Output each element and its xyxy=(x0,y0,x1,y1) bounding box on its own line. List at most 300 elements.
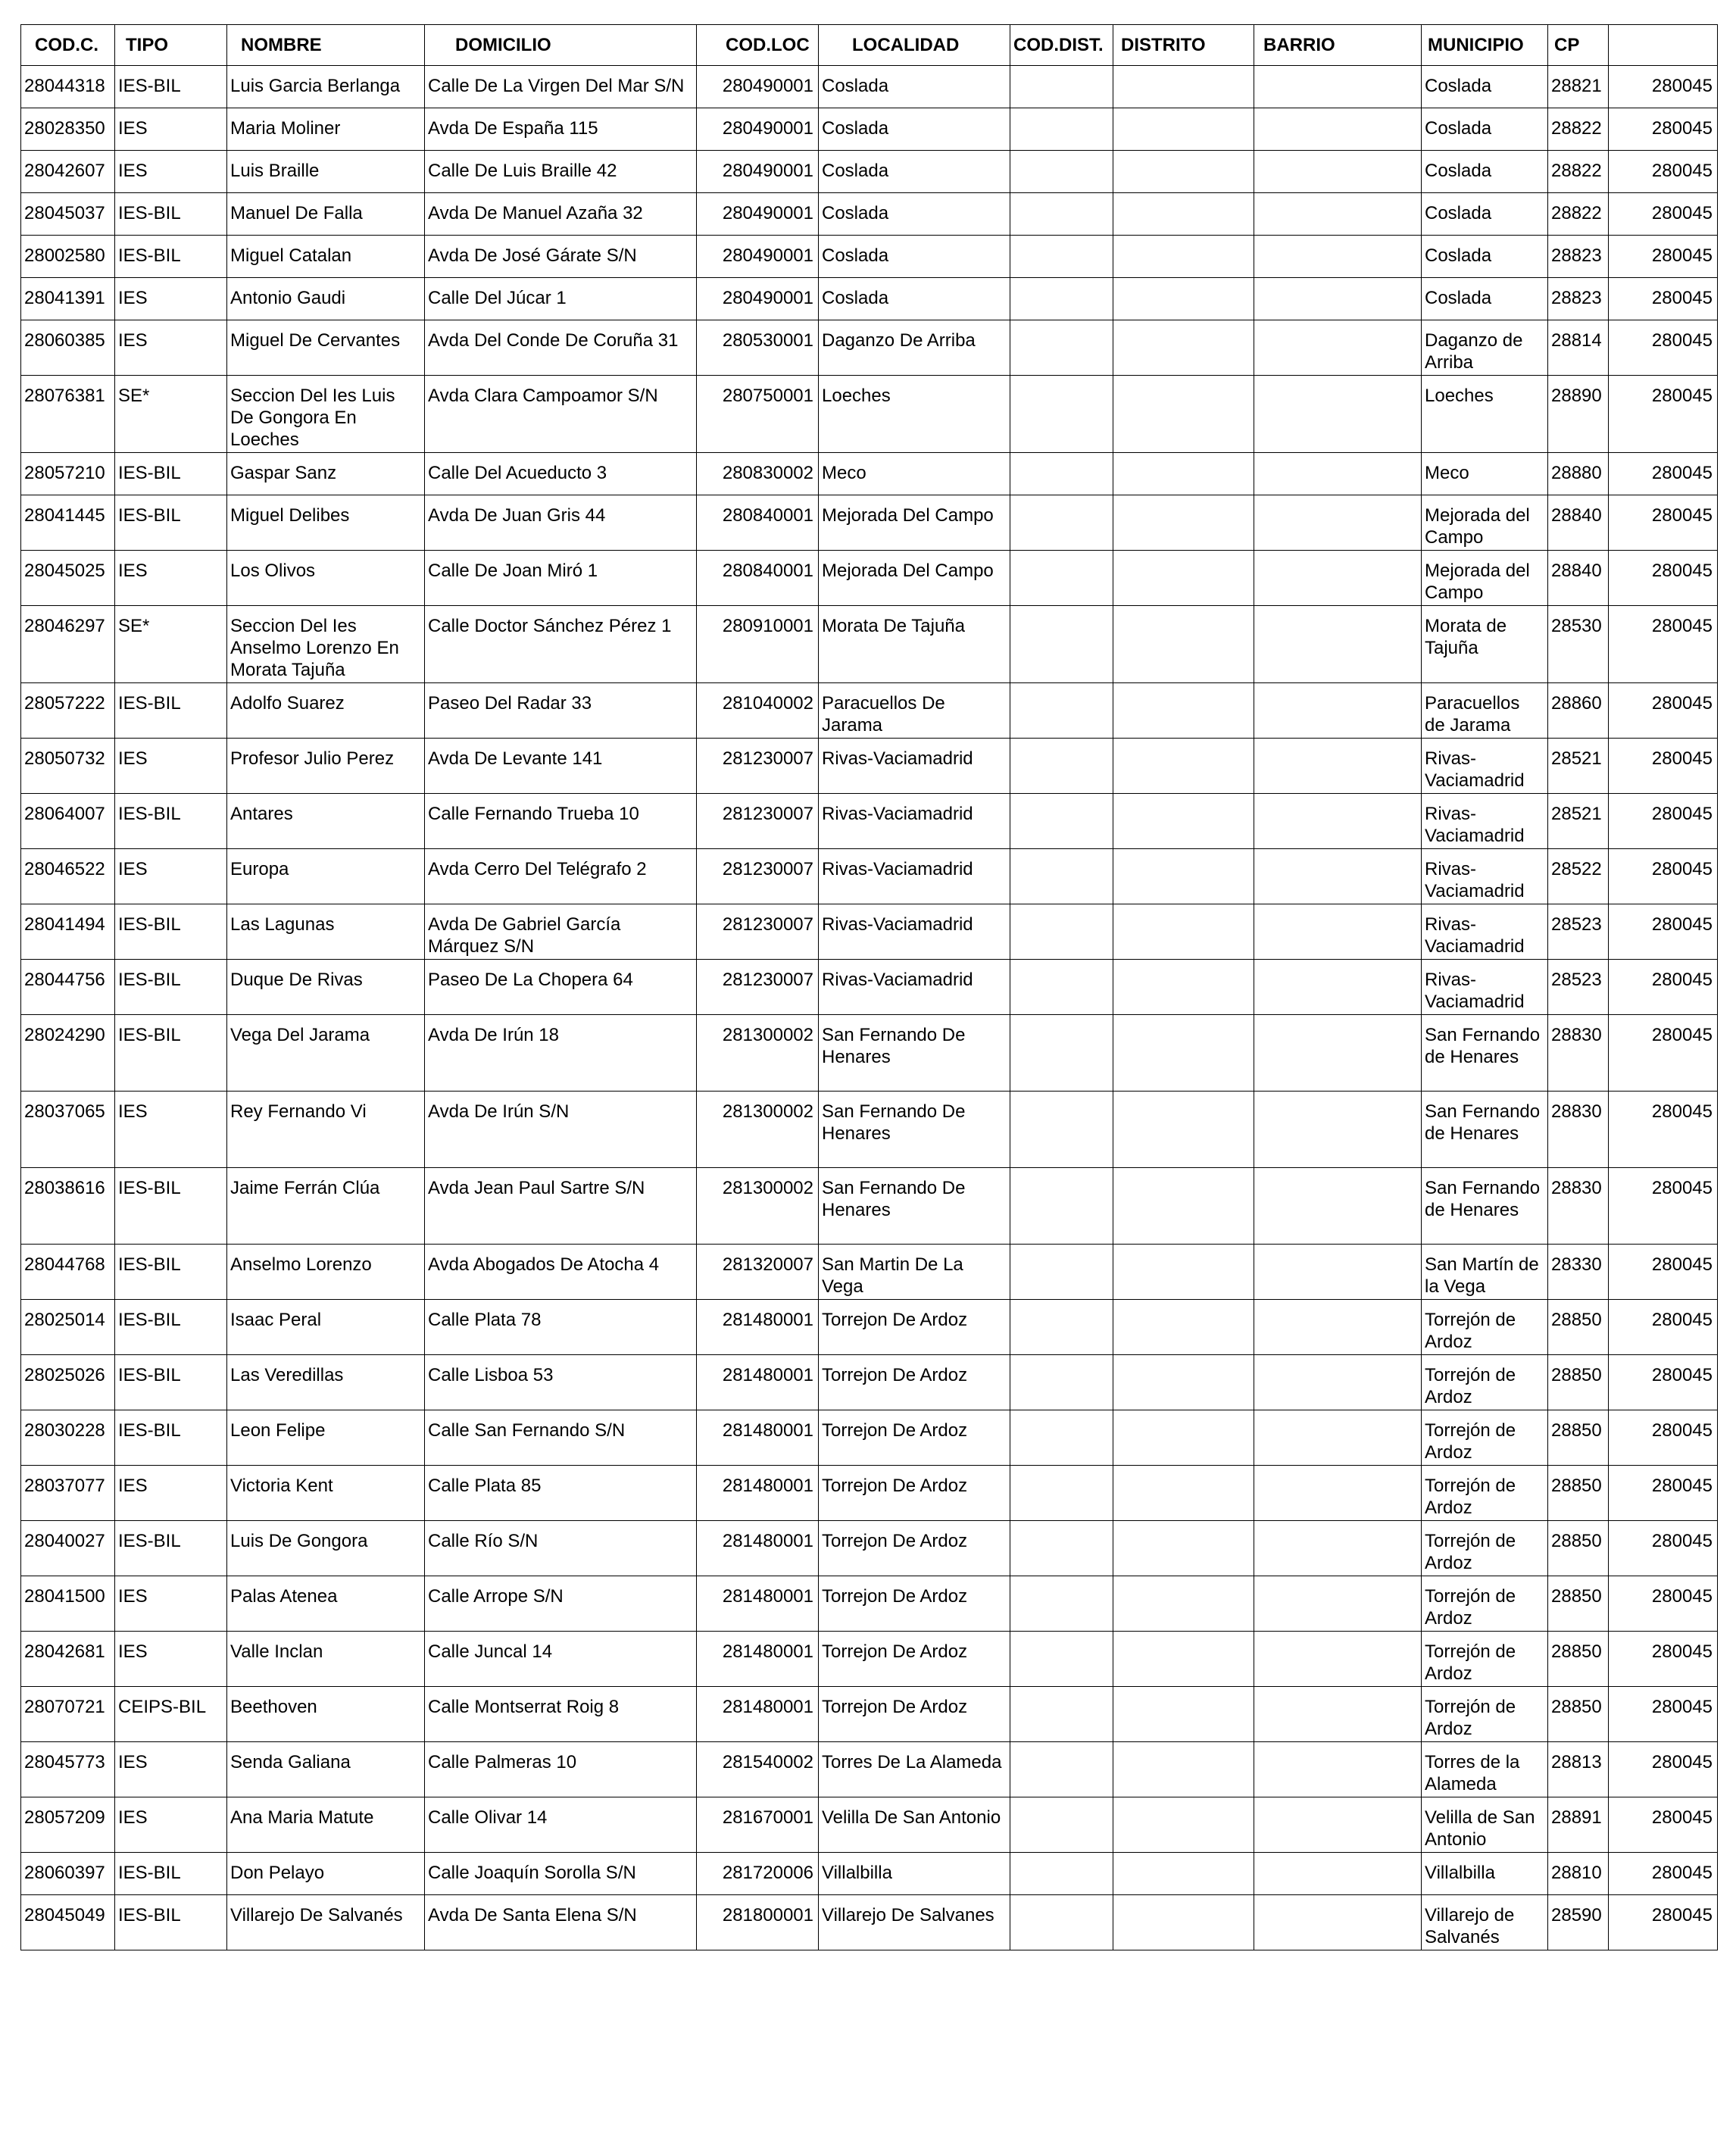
cell-domicilio: Avda De Levante 141 xyxy=(425,739,697,794)
header-nombre: NOMBRE xyxy=(227,25,425,66)
cell-cod-loc: 281480001 xyxy=(697,1632,819,1687)
cell-cod-c: 28044318 xyxy=(21,66,115,108)
cell-distrito xyxy=(1113,151,1254,193)
centers-table xyxy=(20,24,1718,1950)
cell-cod-dist xyxy=(1010,1168,1113,1245)
cell-localidad: Coslada xyxy=(819,193,1010,236)
cell-tipo: IES-BIL xyxy=(115,66,227,108)
cell-cp: 28814 xyxy=(1548,320,1609,376)
cell-cod-c: 28044756 xyxy=(21,960,115,1015)
cell-localidad: Rivas-Vaciamadrid xyxy=(819,849,1010,904)
cell-distrito xyxy=(1113,278,1254,320)
cell-barrio xyxy=(1254,193,1422,236)
cell-tipo: IES xyxy=(115,1092,227,1168)
cell-cp: 28810 xyxy=(1548,1853,1609,1895)
header-domicilio: DOMICILIO xyxy=(425,25,697,66)
cell-cod-loc: 281480001 xyxy=(697,1687,819,1742)
cell-localidad: Daganzo De Arriba xyxy=(819,320,1010,376)
cell-cod-loc: 280530001 xyxy=(697,320,819,376)
cell-cod-c: 28050732 xyxy=(21,739,115,794)
cell-domicilio: Avda De Gabriel García Márquez S/N xyxy=(425,904,697,960)
cell-cod-loc: 280910001 xyxy=(697,606,819,683)
cell-distrito xyxy=(1113,1895,1254,1950)
cell-cp: 28521 xyxy=(1548,739,1609,794)
cell-cod-c: 28070721 xyxy=(21,1687,115,1742)
cell-cod-dist xyxy=(1010,1015,1113,1092)
cell-domicilio: Calle Montserrat Roig 8 xyxy=(425,1687,697,1742)
cell-barrio xyxy=(1254,904,1422,960)
cell-code: 280045 xyxy=(1609,1521,1718,1576)
cell-cod-dist xyxy=(1010,849,1113,904)
table-row xyxy=(21,376,1718,453)
cell-distrito xyxy=(1113,1245,1254,1300)
cell-localidad: Torrejon De Ardoz xyxy=(819,1410,1010,1466)
cell-cod-dist xyxy=(1010,236,1113,278)
cell-domicilio: Calle Joaquín Sorolla S/N xyxy=(425,1853,697,1895)
table-row xyxy=(21,1245,1718,1300)
cell-tipo: SE* xyxy=(115,376,227,453)
cell-tipo: IES-BIL xyxy=(115,495,227,551)
cell-localidad: Rivas-Vaciamadrid xyxy=(819,904,1010,960)
cell-cod-loc: 281480001 xyxy=(697,1521,819,1576)
cell-nombre: Villarejo De Salvanés xyxy=(227,1895,425,1950)
header-municipio: MUNICIPIO xyxy=(1422,25,1548,66)
cell-nombre: Las Veredillas xyxy=(227,1355,425,1410)
cell-barrio xyxy=(1254,1300,1422,1355)
cell-domicilio: Calle De Joan Miró 1 xyxy=(425,551,697,606)
cell-barrio xyxy=(1254,1687,1422,1742)
cell-cod-dist xyxy=(1010,1300,1113,1355)
cell-cod-loc: 281230007 xyxy=(697,904,819,960)
cell-domicilio: Avda Clara Campoamor S/N xyxy=(425,376,697,453)
cell-localidad: Torrejon De Ardoz xyxy=(819,1521,1010,1576)
cell-municipio: Rivas-Vaciamadrid xyxy=(1422,739,1548,794)
cell-cod-loc: 281300002 xyxy=(697,1092,819,1168)
cell-distrito xyxy=(1113,66,1254,108)
table-row xyxy=(21,849,1718,904)
cell-cod-c: 28041391 xyxy=(21,278,115,320)
cell-domicilio: Calle Palmeras 10 xyxy=(425,1742,697,1797)
cell-code: 280045 xyxy=(1609,453,1718,495)
table-row xyxy=(21,904,1718,960)
cell-domicilio: Avda Cerro Del Telégrafo 2 xyxy=(425,849,697,904)
table-row xyxy=(21,551,1718,606)
cell-barrio xyxy=(1254,108,1422,151)
cell-cod-dist xyxy=(1010,1742,1113,1797)
cell-tipo: IES-BIL xyxy=(115,236,227,278)
cell-domicilio: Calle Del Acueducto 3 xyxy=(425,453,697,495)
cell-distrito xyxy=(1113,1466,1254,1521)
header-row xyxy=(21,25,1718,66)
table-row xyxy=(21,1015,1718,1092)
cell-code: 280045 xyxy=(1609,495,1718,551)
header-cp: CP xyxy=(1548,25,1609,66)
cell-distrito xyxy=(1113,320,1254,376)
cell-cod-loc: 281670001 xyxy=(697,1797,819,1853)
cell-nombre: Leon Felipe xyxy=(227,1410,425,1466)
cell-domicilio: Calle Doctor Sánchez Pérez 1 xyxy=(425,606,697,683)
cell-barrio xyxy=(1254,1632,1422,1687)
cell-tipo: IES xyxy=(115,849,227,904)
cell-localidad: Velilla De San Antonio xyxy=(819,1797,1010,1853)
cell-cod-dist xyxy=(1010,495,1113,551)
cell-municipio: Rivas-Vaciamadrid xyxy=(1422,794,1548,849)
cell-localidad: Coslada xyxy=(819,236,1010,278)
cell-code: 280045 xyxy=(1609,1687,1718,1742)
cell-barrio xyxy=(1254,1742,1422,1797)
cell-cod-dist xyxy=(1010,320,1113,376)
table-row xyxy=(21,1521,1718,1576)
cell-cod-c: 28041494 xyxy=(21,904,115,960)
cell-cod-loc: 281230007 xyxy=(697,849,819,904)
cell-tipo: IES xyxy=(115,1466,227,1521)
cell-localidad: San Fernando De Henares xyxy=(819,1092,1010,1168)
cell-cp: 28850 xyxy=(1548,1576,1609,1632)
cell-municipio: Coslada xyxy=(1422,236,1548,278)
cell-nombre: Vega Del Jarama xyxy=(227,1015,425,1092)
cell-cod-dist xyxy=(1010,193,1113,236)
cell-nombre: Profesor Julio Perez xyxy=(227,739,425,794)
cell-code: 280045 xyxy=(1609,683,1718,739)
cell-domicilio: Avda De Santa Elena S/N xyxy=(425,1895,697,1950)
cell-barrio xyxy=(1254,320,1422,376)
cell-cod-c: 28030228 xyxy=(21,1410,115,1466)
cell-cod-c: 28024290 xyxy=(21,1015,115,1092)
cell-domicilio: Calle Plata 78 xyxy=(425,1300,697,1355)
cell-barrio xyxy=(1254,66,1422,108)
cell-code: 280045 xyxy=(1609,1466,1718,1521)
cell-cod-dist xyxy=(1010,1687,1113,1742)
cell-cp: 28850 xyxy=(1548,1521,1609,1576)
cell-cod-loc: 281480001 xyxy=(697,1300,819,1355)
cell-domicilio: Avda Jean Paul Sartre S/N xyxy=(425,1168,697,1245)
cell-domicilio: Calle Juncal 14 xyxy=(425,1632,697,1687)
cell-cod-loc: 281230007 xyxy=(697,794,819,849)
table-row xyxy=(21,66,1718,108)
cell-distrito xyxy=(1113,1092,1254,1168)
table-row xyxy=(21,193,1718,236)
cell-tipo: IES-BIL xyxy=(115,1355,227,1410)
cell-cod-loc: 280490001 xyxy=(697,236,819,278)
cell-code: 280045 xyxy=(1609,278,1718,320)
table-row xyxy=(21,1576,1718,1632)
cell-tipo: IES-BIL xyxy=(115,193,227,236)
cell-tipo: IES xyxy=(115,1742,227,1797)
cell-cp: 28891 xyxy=(1548,1797,1609,1853)
cell-nombre: Manuel De Falla xyxy=(227,193,425,236)
cell-domicilio: Avda De Irún S/N xyxy=(425,1092,697,1168)
table-row xyxy=(21,278,1718,320)
cell-cod-dist xyxy=(1010,1355,1113,1410)
cell-barrio xyxy=(1254,1466,1422,1521)
cell-cod-loc: 281040002 xyxy=(697,683,819,739)
table-row xyxy=(21,1168,1718,1245)
cell-localidad: Coslada xyxy=(819,278,1010,320)
cell-municipio: Daganzo de Arriba xyxy=(1422,320,1548,376)
cell-municipio: Torrejón de Ardoz xyxy=(1422,1576,1548,1632)
cell-cod-c: 28060397 xyxy=(21,1853,115,1895)
cell-cod-loc: 281720006 xyxy=(697,1853,819,1895)
cell-nombre: Senda Galiana xyxy=(227,1742,425,1797)
cell-cp: 28850 xyxy=(1548,1466,1609,1521)
cell-municipio: San Fernando de Henares xyxy=(1422,1168,1548,1245)
cell-cp: 28850 xyxy=(1548,1632,1609,1687)
cell-cod-dist xyxy=(1010,1466,1113,1521)
cell-localidad: Villalbilla xyxy=(819,1853,1010,1895)
cell-barrio xyxy=(1254,1853,1422,1895)
cell-municipio: Loeches xyxy=(1422,376,1548,453)
cell-distrito xyxy=(1113,739,1254,794)
cell-distrito xyxy=(1113,960,1254,1015)
cell-barrio xyxy=(1254,1895,1422,1950)
cell-tipo: IES xyxy=(115,108,227,151)
cell-nombre: Don Pelayo xyxy=(227,1853,425,1895)
cell-cod-loc: 281480001 xyxy=(697,1355,819,1410)
cell-barrio xyxy=(1254,278,1422,320)
cell-tipo: IES-BIL xyxy=(115,1410,227,1466)
cell-cp: 28590 xyxy=(1548,1895,1609,1950)
cell-cod-loc: 281800001 xyxy=(697,1895,819,1950)
table-row xyxy=(21,794,1718,849)
cell-nombre: Maria Moliner xyxy=(227,108,425,151)
cell-cod-c: 28064007 xyxy=(21,794,115,849)
cell-nombre: Antares xyxy=(227,794,425,849)
cell-cp: 28850 xyxy=(1548,1355,1609,1410)
cell-localidad: Torrejon De Ardoz xyxy=(819,1300,1010,1355)
cell-code: 280045 xyxy=(1609,1245,1718,1300)
cell-code: 280045 xyxy=(1609,1092,1718,1168)
cell-distrito xyxy=(1113,1632,1254,1687)
cell-municipio: San Martín de la Vega xyxy=(1422,1245,1548,1300)
cell-nombre: Antonio Gaudi xyxy=(227,278,425,320)
cell-code: 280045 xyxy=(1609,1895,1718,1950)
cell-barrio xyxy=(1254,551,1422,606)
cell-cod-c: 28045037 xyxy=(21,193,115,236)
header-localidad: LOCALIDAD xyxy=(819,25,1010,66)
cell-cp: 28521 xyxy=(1548,794,1609,849)
cell-code: 280045 xyxy=(1609,320,1718,376)
cell-nombre: Luis Garcia Berlanga xyxy=(227,66,425,108)
cell-distrito xyxy=(1113,904,1254,960)
cell-distrito xyxy=(1113,236,1254,278)
cell-distrito xyxy=(1113,1687,1254,1742)
cell-localidad: Torrejon De Ardoz xyxy=(819,1687,1010,1742)
cell-code: 280045 xyxy=(1609,151,1718,193)
cell-cod-loc: 281230007 xyxy=(697,960,819,1015)
cell-municipio: Torrejón de Ardoz xyxy=(1422,1410,1548,1466)
cell-localidad: Mejorada Del Campo xyxy=(819,551,1010,606)
cell-domicilio: Avda De Irún 18 xyxy=(425,1015,697,1092)
cell-cod-dist xyxy=(1010,151,1113,193)
cell-localidad: Coslada xyxy=(819,151,1010,193)
cell-localidad: Paracuellos De Jarama xyxy=(819,683,1010,739)
cell-distrito xyxy=(1113,1521,1254,1576)
cell-cp: 28522 xyxy=(1548,849,1609,904)
cell-municipio: San Fernando de Henares xyxy=(1422,1092,1548,1168)
cell-cod-dist xyxy=(1010,606,1113,683)
cell-nombre: Ana Maria Matute xyxy=(227,1797,425,1853)
cell-cp: 28830 xyxy=(1548,1092,1609,1168)
table-row xyxy=(21,320,1718,376)
cell-distrito xyxy=(1113,1797,1254,1853)
cell-nombre: Miguel Delibes xyxy=(227,495,425,551)
cell-domicilio: Calle Río S/N xyxy=(425,1521,697,1576)
cell-cod-loc: 280490001 xyxy=(697,193,819,236)
cell-cod-dist xyxy=(1010,1632,1113,1687)
cell-distrito xyxy=(1113,453,1254,495)
cell-municipio: Mejorada del Campo xyxy=(1422,551,1548,606)
cell-municipio: Coslada xyxy=(1422,108,1548,151)
cell-municipio: Paracuellos de Jarama xyxy=(1422,683,1548,739)
cell-municipio: Torrejón de Ardoz xyxy=(1422,1632,1548,1687)
cell-tipo: IES xyxy=(115,1797,227,1853)
header-code xyxy=(1609,25,1718,66)
table-row xyxy=(21,683,1718,739)
cell-cod-c: 28057222 xyxy=(21,683,115,739)
cell-cod-dist xyxy=(1010,551,1113,606)
cell-cod-dist xyxy=(1010,1245,1113,1300)
cell-code: 280045 xyxy=(1609,1410,1718,1466)
cell-municipio: Torrejón de Ardoz xyxy=(1422,1466,1548,1521)
cell-municipio: Rivas-Vaciamadrid xyxy=(1422,849,1548,904)
cell-tipo: IES-BIL xyxy=(115,794,227,849)
cell-cod-loc: 281300002 xyxy=(697,1168,819,1245)
table-row xyxy=(21,960,1718,1015)
table-row xyxy=(21,1092,1718,1168)
cell-localidad: San Fernando De Henares xyxy=(819,1015,1010,1092)
cell-localidad: Torrejon De Ardoz xyxy=(819,1466,1010,1521)
table-row xyxy=(21,1853,1718,1895)
cell-code: 280045 xyxy=(1609,551,1718,606)
cell-nombre: Seccion Del Ies Anselmo Lorenzo En Morata Tajuña xyxy=(227,606,425,683)
cell-distrito xyxy=(1113,1355,1254,1410)
cell-nombre: Los Olivos xyxy=(227,551,425,606)
cell-cod-dist xyxy=(1010,108,1113,151)
cell-cp: 28523 xyxy=(1548,904,1609,960)
cell-barrio xyxy=(1254,1521,1422,1576)
cell-localidad: San Fernando De Henares xyxy=(819,1168,1010,1245)
cell-municipio: Coslada xyxy=(1422,193,1548,236)
cell-cod-loc: 281300002 xyxy=(697,1015,819,1092)
table-row xyxy=(21,606,1718,683)
cell-localidad: Rivas-Vaciamadrid xyxy=(819,794,1010,849)
cell-barrio xyxy=(1254,960,1422,1015)
cell-domicilio: Calle Plata 85 xyxy=(425,1466,697,1521)
cell-cod-c: 28057210 xyxy=(21,453,115,495)
table-row xyxy=(21,453,1718,495)
cell-cp: 28840 xyxy=(1548,495,1609,551)
cell-barrio xyxy=(1254,606,1422,683)
cell-cod-dist xyxy=(1010,1410,1113,1466)
cell-code: 280045 xyxy=(1609,193,1718,236)
cell-barrio xyxy=(1254,1797,1422,1853)
cell-municipio: Velilla de San Antonio xyxy=(1422,1797,1548,1853)
cell-localidad: Mejorada Del Campo xyxy=(819,495,1010,551)
cell-tipo: IES-BIL xyxy=(115,1853,227,1895)
cell-barrio xyxy=(1254,683,1422,739)
cell-barrio xyxy=(1254,1355,1422,1410)
cell-barrio xyxy=(1254,739,1422,794)
cell-cod-c: 28045773 xyxy=(21,1742,115,1797)
cell-municipio: Coslada xyxy=(1422,66,1548,108)
cell-code: 280045 xyxy=(1609,794,1718,849)
cell-distrito xyxy=(1113,606,1254,683)
cell-municipio: Morata de Tajuña xyxy=(1422,606,1548,683)
cell-cod-dist xyxy=(1010,960,1113,1015)
table-row xyxy=(21,1797,1718,1853)
cell-municipio: Rivas-Vaciamadrid xyxy=(1422,960,1548,1015)
cell-cod-loc: 281480001 xyxy=(697,1410,819,1466)
cell-cod-c: 28002580 xyxy=(21,236,115,278)
cell-code: 280045 xyxy=(1609,1853,1718,1895)
cell-cod-loc: 281480001 xyxy=(697,1576,819,1632)
cell-code: 280045 xyxy=(1609,236,1718,278)
cell-distrito xyxy=(1113,1410,1254,1466)
cell-cod-dist xyxy=(1010,66,1113,108)
cell-cp: 28890 xyxy=(1548,376,1609,453)
cell-cod-c: 28045049 xyxy=(21,1895,115,1950)
cell-cod-dist xyxy=(1010,1576,1113,1632)
cell-nombre: Beethoven xyxy=(227,1687,425,1742)
cell-barrio xyxy=(1254,495,1422,551)
cell-localidad: Loeches xyxy=(819,376,1010,453)
cell-cod-loc: 280750001 xyxy=(697,376,819,453)
cell-cp: 28830 xyxy=(1548,1015,1609,1092)
cell-localidad: Villarejo De Salvanes xyxy=(819,1895,1010,1950)
cell-barrio xyxy=(1254,1168,1422,1245)
cell-tipo: IES xyxy=(115,1576,227,1632)
cell-tipo: IES xyxy=(115,1632,227,1687)
cell-localidad: Torrejon De Ardoz xyxy=(819,1632,1010,1687)
cell-cod-c: 28076381 xyxy=(21,376,115,453)
cell-cod-c: 28042681 xyxy=(21,1632,115,1687)
cell-barrio xyxy=(1254,1092,1422,1168)
cell-nombre: Miguel De Cervantes xyxy=(227,320,425,376)
cell-code: 280045 xyxy=(1609,1576,1718,1632)
cell-barrio xyxy=(1254,236,1422,278)
cell-cod-dist xyxy=(1010,376,1113,453)
cell-distrito xyxy=(1113,1168,1254,1245)
cell-code: 280045 xyxy=(1609,739,1718,794)
cell-municipio: Torrejón de Ardoz xyxy=(1422,1687,1548,1742)
cell-code: 280045 xyxy=(1609,960,1718,1015)
cell-cp: 28821 xyxy=(1548,66,1609,108)
cell-cod-c: 28028350 xyxy=(21,108,115,151)
cell-tipo: IES-BIL xyxy=(115,960,227,1015)
cell-tipo: CEIPS-BIL xyxy=(115,1687,227,1742)
cell-localidad: Coslada xyxy=(819,108,1010,151)
cell-cod-c: 28044768 xyxy=(21,1245,115,1300)
cell-nombre: Anselmo Lorenzo xyxy=(227,1245,425,1300)
cell-cp: 28330 xyxy=(1548,1245,1609,1300)
cell-cod-c: 28045025 xyxy=(21,551,115,606)
cell-cod-loc: 281320007 xyxy=(697,1245,819,1300)
cell-barrio xyxy=(1254,1576,1422,1632)
cell-code: 280045 xyxy=(1609,1797,1718,1853)
cell-code: 280045 xyxy=(1609,904,1718,960)
cell-municipio: Coslada xyxy=(1422,278,1548,320)
cell-code: 280045 xyxy=(1609,849,1718,904)
cell-domicilio: Calle Arrope S/N xyxy=(425,1576,697,1632)
cell-cod-dist xyxy=(1010,683,1113,739)
cell-domicilio: Calle Fernando Trueba 10 xyxy=(425,794,697,849)
cell-cod-loc: 281230007 xyxy=(697,739,819,794)
cell-distrito xyxy=(1113,495,1254,551)
cell-domicilio: Avda De España 115 xyxy=(425,108,697,151)
cell-tipo: IES-BIL xyxy=(115,1521,227,1576)
cell-cod-dist xyxy=(1010,453,1113,495)
cell-distrito xyxy=(1113,849,1254,904)
